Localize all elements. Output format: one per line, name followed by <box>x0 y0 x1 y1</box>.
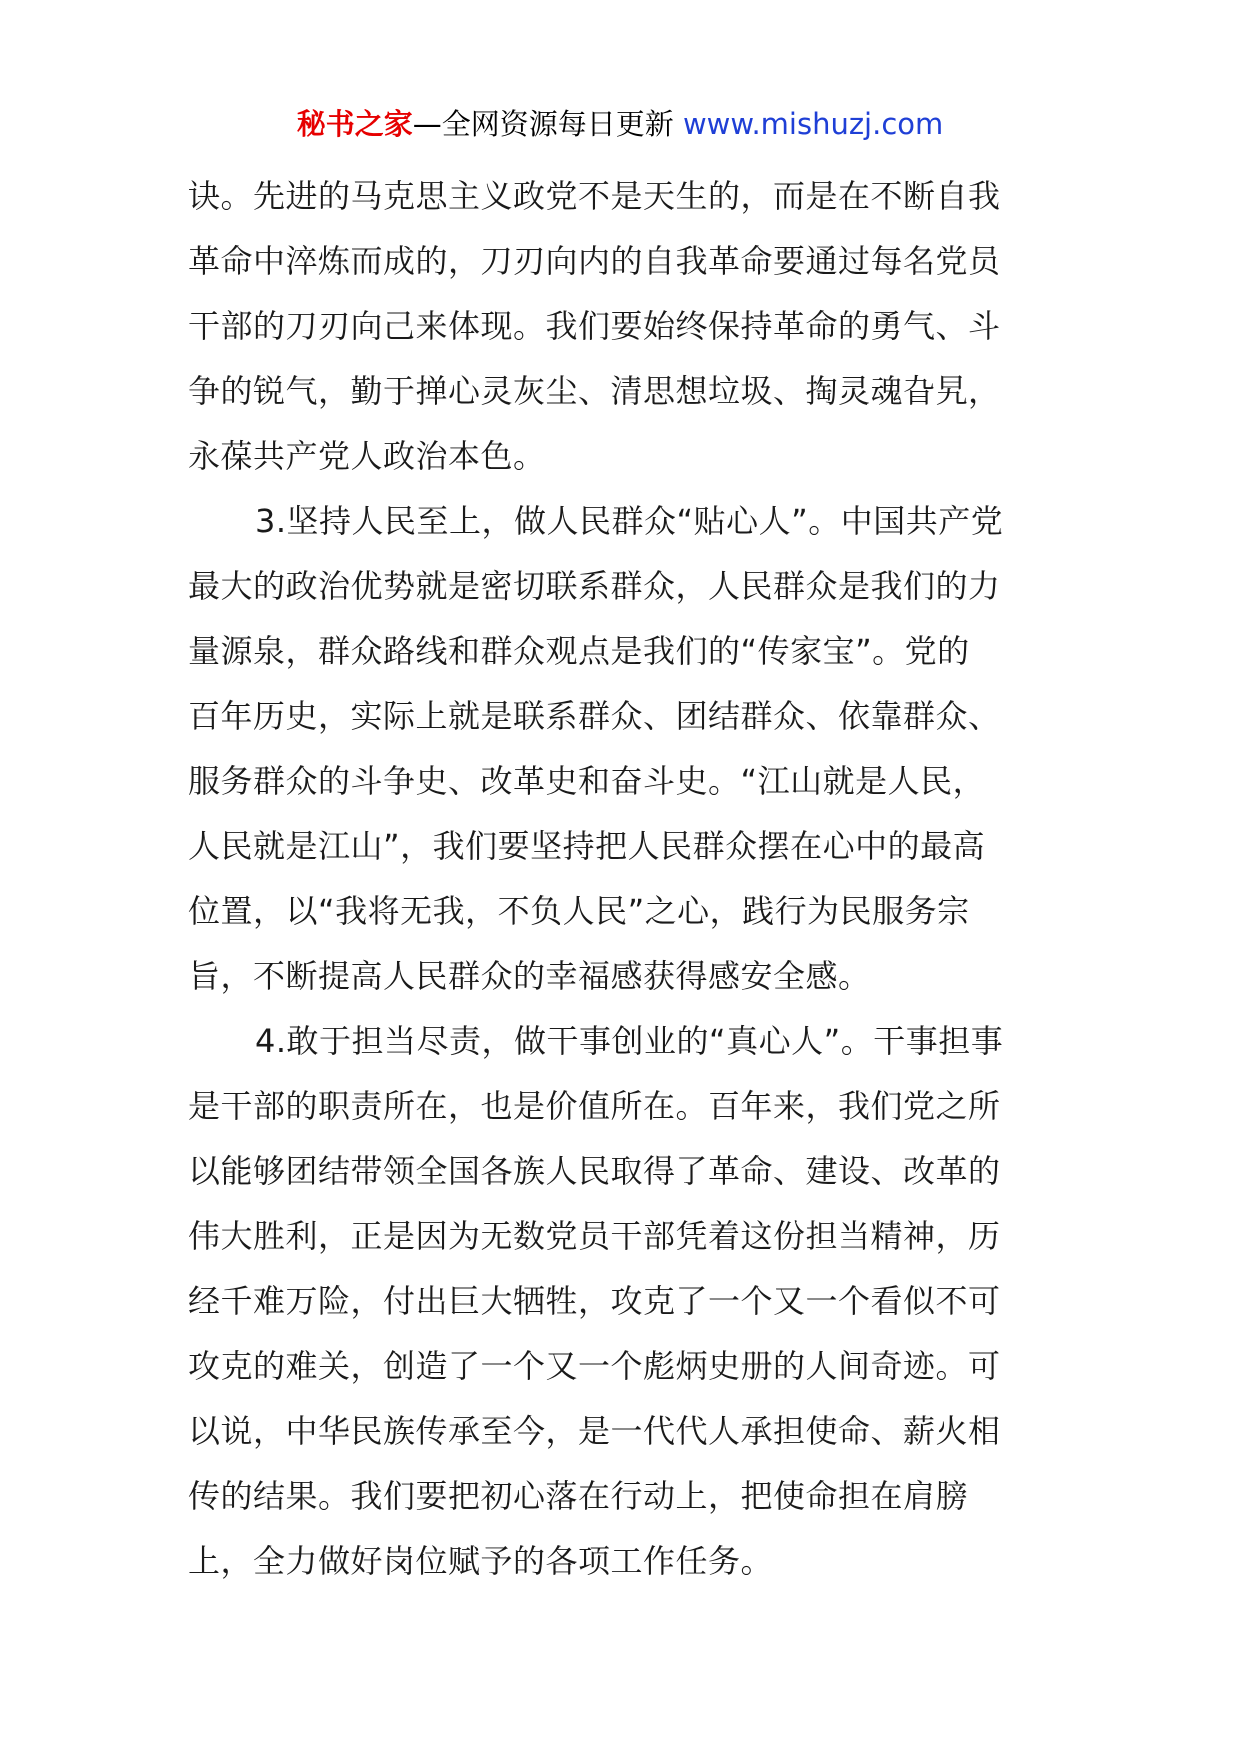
text-line: 服务群众的斗争史、改革史和奋斗史。“江山就是人民， <box>188 762 986 800</box>
text-line: 诀。先进的马克思主义政党不是天生的，而是在不断自我 <box>188 177 1001 215</box>
text-line: 争的锐气，勤于掸心灵灰尘、清思想垃圾、掏灵魂旮旯， <box>188 372 1001 410</box>
text-line: 位置，以“我将无我，不负人民”之心，践行为民服务宗 <box>188 892 970 930</box>
brand-name: 秘书之家 <box>296 107 413 141</box>
page-header <box>0 104 1240 144</box>
header-tagline: —全网资源每日更新 <box>412 107 683 141</box>
website-url[interactable]: www.mishuzj.com <box>682 107 944 141</box>
text-line: 百年历史，实际上就是联系群众、团结群众、依靠群众、 <box>188 697 1001 735</box>
text-line: 是干部的职责所在，也是价值所在。百年来，我们党之所 <box>188 1087 1001 1125</box>
text-line: 最大的政治优势就是密切联系群众，人民群众是我们的力 <box>188 567 1001 605</box>
text-line: 永葆共产党人政治本色。 <box>188 437 546 475</box>
section-heading-4: 4.敢于担当尽责，做干事创业的“真心人”。干事担事 <box>255 1022 1004 1060</box>
text-line: 人民就是江山”，我们要坚持把人民群众摆在心中的最高 <box>188 827 986 865</box>
document-body <box>188 164 1064 1594</box>
text-line: 攻克的难关，创造了一个又一个彪炳史册的人间奇迹。可 <box>188 1347 1001 1385</box>
text-line: 传的结果。我们要把初心落在行动上，把使命担在肩膀 <box>188 1477 969 1515</box>
text-line: 上，全力做好岗位赋予的各项工作任务。 <box>188 1542 774 1580</box>
text-line: 革命中淬炼而成的，刀刃向内的自我革命要通过每名党员 <box>188 242 1001 280</box>
text-line: 经千难万险，付出巨大牺牲，攻克了一个又一个看似不可 <box>188 1282 1001 1320</box>
text-line: 干部的刀刃向己来体现。我们要始终保持革命的勇气、斗 <box>188 307 1001 345</box>
section-heading-3: 3.坚持人民至上，做人民群众“贴心人”。中国共产党 <box>255 502 1004 540</box>
text-line: 以能够团结带领全国各族人民取得了革命、建设、改革的 <box>188 1152 1001 1190</box>
text-line: 量源泉，群众路线和群众观点是我们的“传家宝”。党的 <box>188 632 970 670</box>
text-line: 旨，不断提高人民群众的幸福感获得感安全感。 <box>188 957 871 995</box>
text-line: 伟大胜利，正是因为无数党员干部凭着这份担当精神，历 <box>188 1217 1001 1255</box>
text-line: 以说，中华民族传承至今，是一代代人承担使命、薪火相 <box>188 1412 1001 1450</box>
